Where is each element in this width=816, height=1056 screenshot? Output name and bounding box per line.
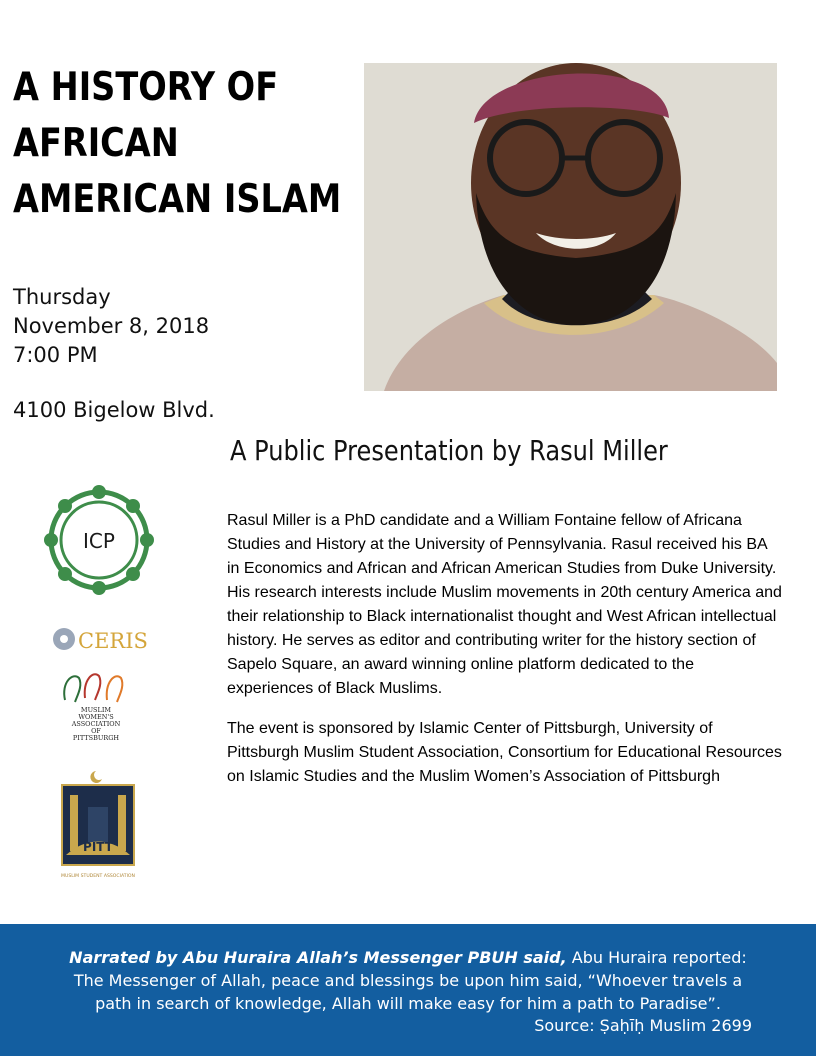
- speaker-bio: [227, 509, 783, 805]
- speaker-portrait-illustration: [364, 63, 777, 391]
- event-time: 7:00 PM: [13, 343, 98, 367]
- mwap-line: OF: [91, 727, 101, 735]
- event-details: [13, 283, 209, 370]
- hadith-source: Source: Ṣaḥīḥ Muslim 2699: [534, 1016, 752, 1035]
- event-title: [13, 60, 342, 228]
- title-line: AMERICAN ISLAM: [13, 177, 342, 222]
- presentation-subtitle: A Public Presentation by Rasul Miller: [230, 434, 668, 467]
- hadith-footer: [0, 924, 816, 1056]
- title-line: A HISTORY OF: [13, 65, 279, 110]
- hadith-narrator: Narrated by Abu Huraira Allah’s Messenger PBUH said,: [69, 948, 567, 967]
- event-address: 4100 Bigelow Blvd.: [13, 398, 215, 422]
- mwap-line: PITTSBURGH: [72, 734, 120, 742]
- hadith-line-3: path in search of knowledge, Allah will make easy for him a path to Paradise”.: [95, 994, 721, 1013]
- ceris-logo-text: CERIS: [78, 629, 148, 653]
- hadith-line-1: [0, 946, 816, 969]
- title-line: AFRICAN: [13, 121, 179, 166]
- bio-paragraph: Rasul Miller is a PhD candidate and a William Fontaine fellow of Africana Studies and History at the University of Pennsylvania. Rasul received his BA in Economics and African and African American Studies from Duke University. His research interests include Muslim movements in 20th century America and their relationship to Black internationalist thought and West African intellectual history. He serves as editor and contributing writer for the history section of Sapelo Square, an award winning online platform dedicated to the experiences of Black Muslims.: [227, 512, 782, 697]
- mwap-line: ASSOCIATION: [71, 720, 121, 728]
- mwap-logo: [57, 668, 135, 744]
- sponsor-paragraph: The event is sponsored by Islamic Center of Pittsburgh, University of Pittsburgh Muslim Student Association, Consortium for Educational Resources on Islamic Studies and the Muslim Women’s Association of Pittsburgh: [227, 720, 782, 785]
- msa-logo: [56, 767, 140, 881]
- mwap-line: MUSLIM: [80, 706, 112, 714]
- hadith-intro: Abu Huraira reported:: [566, 948, 747, 967]
- event-day: Thursday: [13, 285, 111, 309]
- msa-logo-letters: PITT: [83, 840, 113, 854]
- hadith-line-2: The Messenger of Allah, peace and blessings be upon him said, “Whoever travels a: [73, 971, 743, 990]
- speaker-photo: [364, 63, 777, 391]
- mwap-line: WOMEN'S: [78, 713, 114, 721]
- icp-logo-text: ICP: [83, 529, 115, 553]
- msa-logo-text: MUSLIM STUDENT ASSOCIATION: [61, 874, 135, 879]
- icp-logo: [43, 484, 155, 596]
- event-date: November 8, 2018: [13, 314, 210, 338]
- ceris-logo: [51, 624, 151, 654]
